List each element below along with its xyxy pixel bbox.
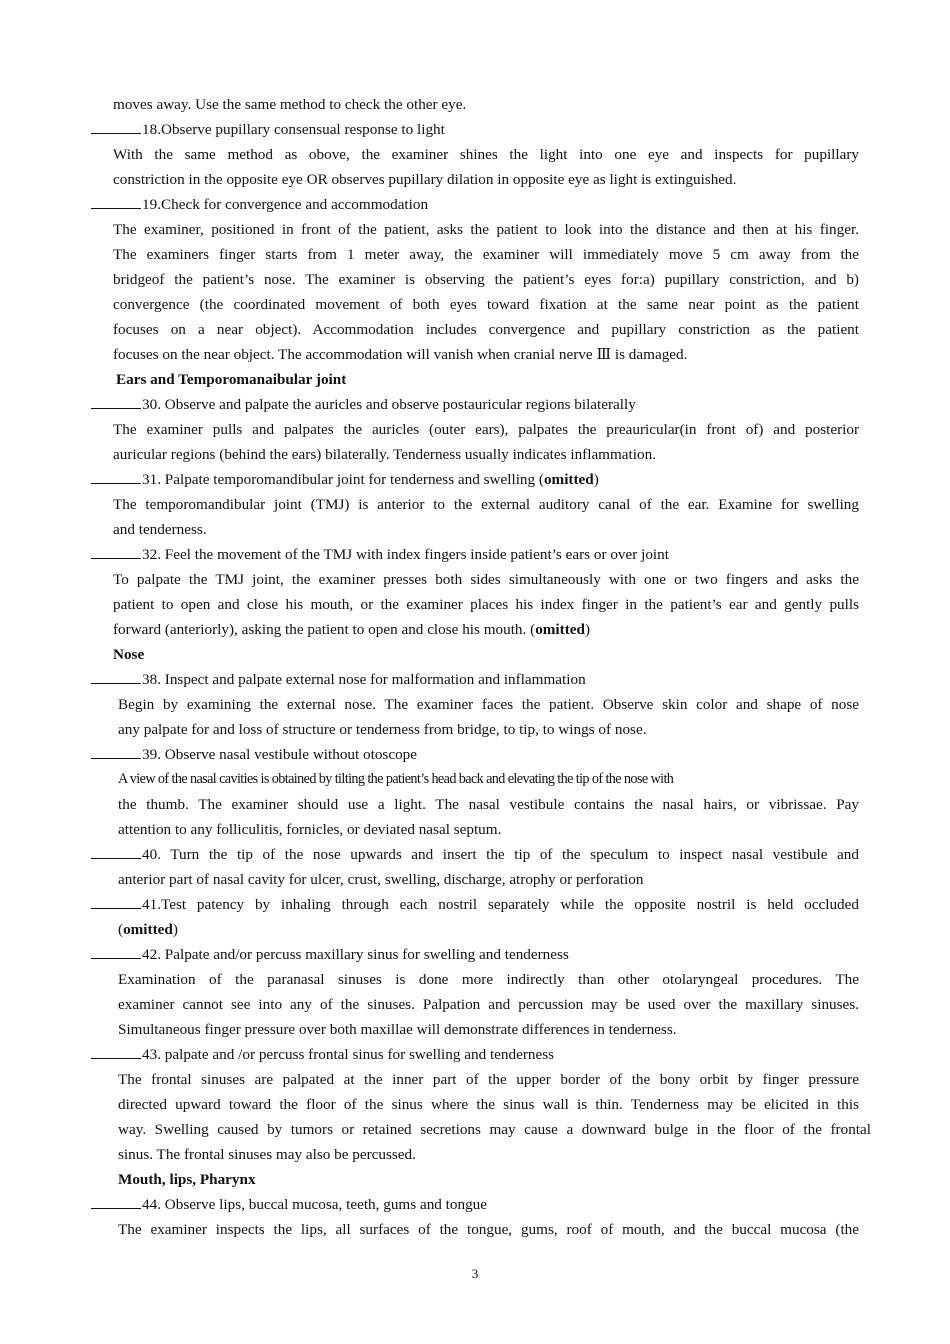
- checklist-item: [91, 192, 428, 217]
- paragraph-line: any palpate for and loss of structure or tenderness from bridge, to tip, to wings of nose.: [118, 721, 647, 738]
- checkbox-blank[interactable]: [91, 843, 141, 859]
- checklist-item: [91, 942, 569, 967]
- checkbox-blank[interactable]: [91, 1193, 141, 1209]
- paragraph-line: examiner cannot see into any of the sinuses. Palpation and percussion may be used over the maxillary sinuses.: [118, 996, 859, 1013]
- checklist-item: [91, 467, 599, 492]
- paragraph-line: A view of the nasal cavities is obtained by tilting the patient’s head back and elevating the tip of the nose with: [118, 771, 674, 787]
- checkbox-blank[interactable]: [91, 743, 141, 759]
- checkbox-blank[interactable]: [91, 893, 141, 909]
- checkbox-blank[interactable]: [91, 943, 141, 959]
- line-text: forward (anteriorly), asking the patient to open and close his mouth. (: [113, 621, 536, 638]
- paragraph-line: the thumb. The examiner should use a light. The nasal vestibule contains the nasal hairs, or vibrissae. Pay: [118, 796, 859, 813]
- paragraph-line: directed upward toward the floor of the sinus where the sinus wall is thin. Tenderness may be elicited in this: [118, 1096, 859, 1113]
- page-number: 3: [471, 1266, 479, 1281]
- checkbox-blank[interactable]: [91, 393, 141, 409]
- checklist-item: [91, 117, 445, 142]
- item-text: 32. Feel the movement of the TMJ with index fingers inside patient’s ears or over joint: [142, 546, 669, 563]
- paragraph-line: patient to open and close his mouth, or the examiner places his index finger in the patient’s ear and gently pulls: [113, 596, 859, 613]
- omitted-note: omitted: [123, 921, 173, 938]
- item-text: 31. Palpate temporomandibular joint for tenderness and swelling (: [142, 471, 544, 488]
- line-text-end: ): [172, 921, 178, 938]
- checkbox-blank[interactable]: [91, 668, 141, 684]
- paragraph-line: The examiner, positioned in front of the patient, asks the patient to look into the distance and then at his finger.: [113, 221, 859, 238]
- paragraph-line: Examination of the paranasal sinuses is done more indirectly than other otolaryngeal procedures. The: [118, 971, 859, 988]
- item-text: 39. Observe nasal vestibule without otoscope: [142, 746, 418, 763]
- paragraph-line: attention to any folliculitis, fornicles, or deviated nasal septum.: [118, 821, 502, 838]
- item-text: 41.Test patency by inhaling through each nostril separately while the opposite nostril is held occluded: [142, 896, 859, 913]
- paragraph-line: The examiner inspects the lips, all surfaces of the tongue, gums, roof of mouth, and the buccal mucosa (the: [118, 1221, 859, 1238]
- checklist-item: [91, 742, 417, 767]
- item-text: 18.Observe pupillary consensual response to light: [142, 121, 445, 138]
- item-text: 30. Observe and palpate the auricles and observe postauricular regions bilaterally: [142, 396, 636, 413]
- section-heading: Mouth, lips, Pharynx: [118, 1171, 256, 1188]
- paragraph-line: The examiners finger starts from 1 meter away, the examiner will immediately move 5 cm away from the: [113, 246, 859, 263]
- paragraph-line: The examiner pulls and palpates the auricles (outer ears), palpates the preauricular(in front of) and posterior: [113, 421, 859, 438]
- paragraph-line: and tenderness.: [113, 521, 207, 538]
- paragraph-line: focuses on a near object). Accommodation includes convergence and pupillary constriction as the patient: [113, 321, 859, 338]
- checklist-item: [91, 892, 859, 917]
- paragraph-line: Begin by examining the external nose. The examiner faces the patient. Observe skin color and shape of nose: [118, 696, 859, 713]
- checklist-item: [91, 1192, 487, 1217]
- paragraph-line: [113, 617, 590, 642]
- paragraph-line: The frontal sinuses are palpated at the inner part of the upper border of the bony orbit by finger pressure: [118, 1071, 859, 1088]
- checklist-item: [91, 392, 636, 417]
- paragraph-line: sinus. The frontal sinuses may also be percussed.: [118, 1146, 416, 1163]
- paragraph-line: To palpate the TMJ joint, the examiner presses both sides simultaneously with one or two fingers and asks the: [113, 571, 859, 588]
- checkbox-blank[interactable]: [91, 193, 141, 209]
- checkbox-blank[interactable]: [91, 468, 141, 484]
- paragraph-line: [118, 917, 178, 942]
- paragraph-line: Simultaneous finger pressure over both maxillae will demonstrate differences in tenderness.: [118, 1021, 677, 1038]
- item-text: 40. Turn the tip of the nose upwards and insert the tip of the speculum to inspect nasal vestibule and: [142, 846, 859, 863]
- paragraph-line: convergence (the coordinated movement of both eyes toward fixation at the same near point as the patient: [113, 296, 859, 313]
- checklist-item: [91, 542, 669, 567]
- item-text: 44. Observe lips, buccal mucosa, teeth, gums and tongue: [142, 1196, 488, 1213]
- item-text: 42. Palpate and/or percuss maxillary sinus for swelling and tenderness: [142, 946, 569, 963]
- section-heading: Ears and Temporomanaibular joint: [116, 371, 347, 388]
- item-text-end: ): [593, 471, 599, 488]
- paragraph-line: constriction in the opposite eye OR observes pupillary dilation in opposite eye as light is extinguished.: [113, 171, 737, 188]
- checklist-item: [91, 667, 586, 692]
- paragraph-line: focuses on the near object. The accommodation will vanish when cranial nerve Ⅲ is damaged.: [113, 346, 688, 363]
- checkbox-blank[interactable]: [91, 543, 141, 559]
- paragraph-line: With the same method as obove, the examiner shines the light into one eye and inspects for pupillary: [113, 146, 859, 163]
- omitted-note: omitted: [535, 621, 585, 638]
- item-text: 38. Inspect and palpate external nose for malformation and inflammation: [142, 671, 586, 688]
- paragraph-line: anterior part of nasal cavity for ulcer, crust, swelling, discharge, atrophy or perforation: [118, 871, 644, 888]
- paragraph-line: moves away. Use the same method to check the other eye.: [113, 96, 467, 113]
- omitted-note: omitted: [543, 471, 594, 488]
- line-text-end: ): [584, 621, 591, 638]
- checklist-item: [91, 842, 859, 867]
- checklist-item: [91, 1042, 554, 1067]
- paragraph-line: way. Swelling caused by tumors or retained secretions may cause a downward bulge in the floor of the frontal: [118, 1121, 871, 1138]
- checkbox-blank[interactable]: [91, 1043, 141, 1059]
- section-heading: Nose: [113, 646, 145, 663]
- paragraph-line: bridgeof the patient’s nose. The examiner is observing the patient’s eyes for:a) pupillary constriction, and b): [113, 271, 859, 288]
- paragraph-line: The temporomandibular joint (TMJ) is anterior to the external auditory canal of the ear. Examine for swelling: [113, 496, 859, 513]
- paragraph-line: auricular regions (behind the ears) bilaterally. Tenderness usually indicates inflammation.: [113, 446, 656, 463]
- item-text: 43. palpate and /or percuss frontal sinus for swelling and tenderness: [142, 1046, 555, 1063]
- checkbox-blank[interactable]: [91, 118, 141, 134]
- item-text: 19.Check for convergence and accommodation: [142, 196, 429, 213]
- line-text: (: [118, 921, 124, 938]
